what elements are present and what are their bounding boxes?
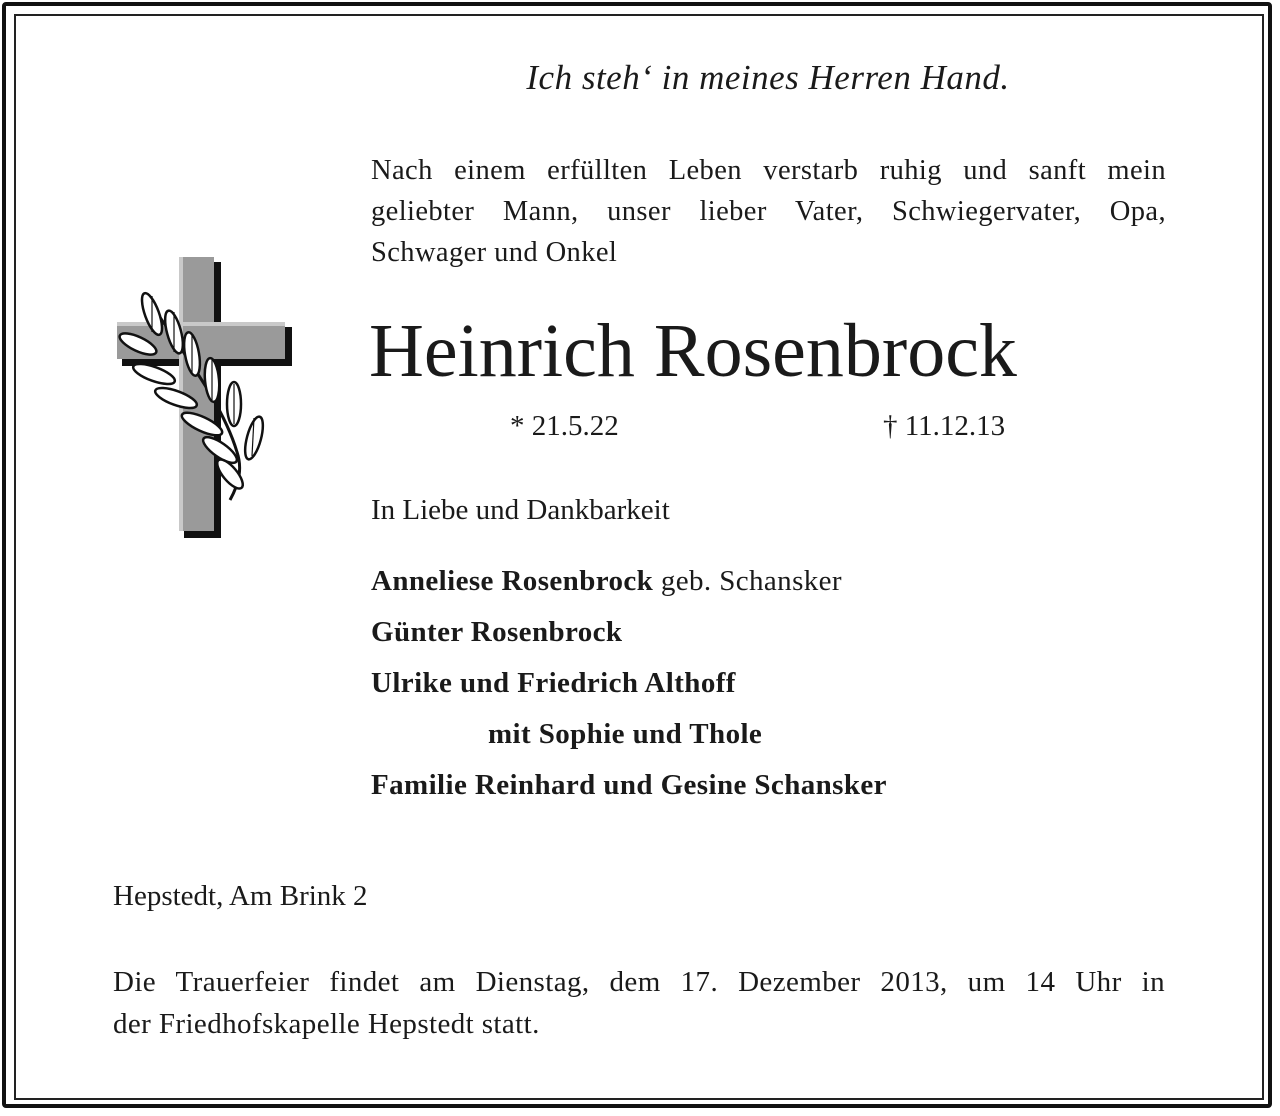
death-date: † 11.12.13 — [883, 410, 1006, 442]
mourner-line — [371, 769, 887, 802]
deceased-name: Heinrich Rosenbrock — [369, 309, 1017, 393]
mourner-name: mit Sophie und Thole — [488, 718, 763, 750]
funeral-line: der Friedhofskapelle Hepstedt statt. — [113, 1008, 540, 1040]
motto-verse: Ich steh‘ in meines Herren Hand. — [526, 58, 1010, 97]
cross-with-palm-branch-icon — [112, 252, 302, 542]
funeral-notice — [113, 961, 1165, 1045]
intro-line: geliebter Mann, unser lieber Vater, Schwiegervater, Opa, — [371, 196, 1166, 227]
funeral-line: Die Trauerfeier findet am Dienstag, dem 17. Dezember 2013, um 14 Uhr in — [113, 966, 1165, 998]
birth-date: * 21.5.22 — [510, 410, 619, 442]
mourner-name: Familie Reinhard und Gesine Schansker — [371, 769, 887, 801]
mourner-line — [371, 616, 622, 649]
mourner-name: Ulrike und Friedrich Althoff — [371, 667, 736, 699]
mourner-line — [371, 565, 842, 598]
intro-text — [371, 150, 1166, 273]
mourner-line — [488, 718, 762, 751]
mourner-suffix: geb. Schansker — [653, 565, 842, 597]
closing-phrase: In Liebe und Dankbarkeit — [371, 494, 670, 526]
intro-line: Nach einem erfüllten Leben verstarb ruhig und sanft mein — [371, 155, 1166, 186]
mourner-name: Anneliese Rosenbrock — [371, 565, 654, 597]
mourner-line — [371, 667, 736, 700]
mourner-name: Günter Rosenbrock — [371, 616, 623, 648]
address: Hepstedt, Am Brink 2 — [113, 880, 368, 912]
intro-line: Schwager und Onkel — [371, 237, 618, 268]
